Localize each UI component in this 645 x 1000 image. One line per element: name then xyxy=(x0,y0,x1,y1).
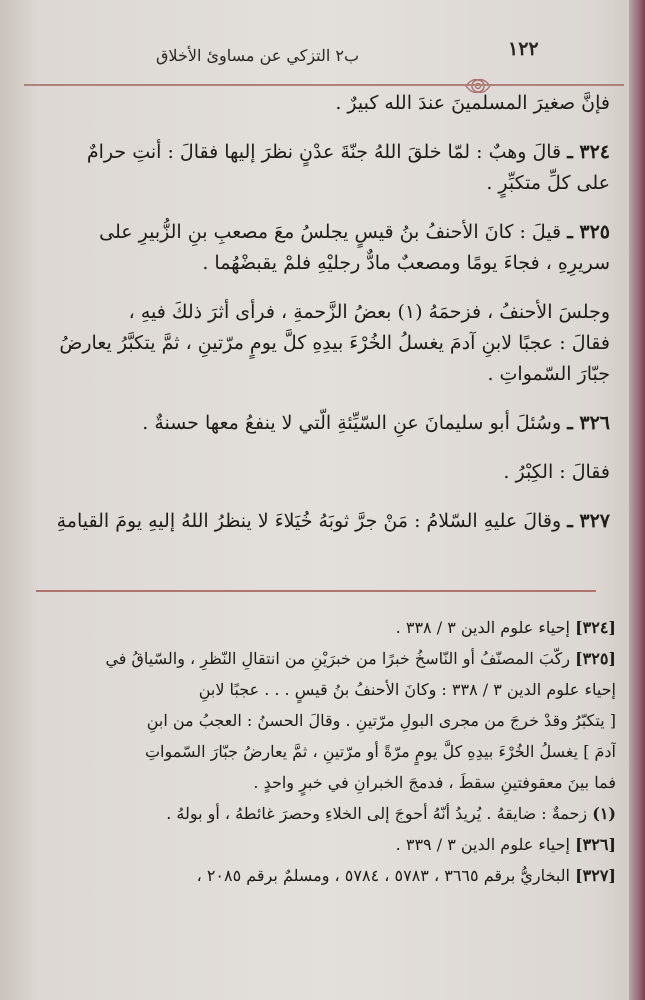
footnote-line: [ يتكبّرُ وقدْ خرجَ من مجرى البولِ مرّتينِ . وقالَ الحسنُ : العجبُ من ابنِ xyxy=(146,711,616,730)
text-line: على كلِّ متكبِّرٍ . xyxy=(486,172,610,194)
footnotes xyxy=(26,612,616,891)
text-line: فإنَّ صغيرَ المسلمينَ عندَ الله كبيرٌ . xyxy=(335,92,610,114)
text-line: ٣٢٧ ـ وقالَ عليهِ السّلامُ : مَنْ جرَّ ثوبَهُ خُيَلاءَ لا ينظرُ اللهُ إليهِ يومَ القيامةِ xyxy=(56,510,610,532)
footnote-line: [٣٢٦] إحياء علوم الدين ٣ / ٣٣٩ . xyxy=(395,835,616,854)
text-line: سريرِهِ ، فجاءَ يومًا ومصعبٌ مادٌّ رجليْهِ فلمْ يقبضْهُما . xyxy=(202,252,610,274)
footnote-line: [٣٢٤] إحياء علوم الدين ٣ / ٣٣٨ . xyxy=(395,618,616,637)
footnote-line: فما بينَ معقوفتينِ سقطَ ، فدمجَ الخبرانِ في خبرٍ واحدٍ . xyxy=(253,773,616,792)
text-line: ٣٢٦ ـ وسُئلَ أبو سليمانَ عنِ السّيِّئةِ الّتي لا ينفعُ معها حسنةٌ . xyxy=(142,412,610,434)
running-head: ب٢ التزكي عن مساوئ الأخلاق xyxy=(156,46,360,65)
page-number: ١٢٢ xyxy=(508,38,539,60)
text-line: فقالَ : الكِبْرُ . xyxy=(503,461,610,483)
footnote-line: [٣٢٥] ركّبَ المصنّفُ أو النّاسخُ خبرًا من خبرَيْنِ من انتقالِ النّظرِ ، والسّياقُ في xyxy=(105,649,616,668)
footnote-line: [٣٢٧] البخاريُّ برقم ٣٦٦٥ ، ٥٧٨٣ ، ٥٧٨٤ ، ومسلمٌ برقم ٢٠٨٥ ، xyxy=(196,866,616,885)
footnote-line: آدمَ ] يغسلُ الخُرْءَ بيدِهِ كلَّ يومٍ مرّةً أو مرّتينِ ، ثمَّ يعارضُ جبّارَ السّمواتِ xyxy=(144,742,616,761)
text-line: فقالَ : عجبًا لابنِ آدمَ يغسلُ الخُرْءَ بيدِهِ كلَّ يومٍ مرّتينِ ، ثمَّ يتكبَّرُ يعارضُ xyxy=(59,332,610,354)
footnote-line: (١) زحمةٌ : ضايقهُ . يُريدُ أنّهُ أحوجَ إلى الخلاءِ وحصرَ غائطهُ ، أو بولهُ . xyxy=(166,804,616,823)
footnote-divider xyxy=(36,590,596,592)
main-text xyxy=(30,88,610,537)
page-header xyxy=(0,32,625,82)
text-line: جبّارَ السّمواتِ . xyxy=(487,363,610,385)
text-line: ٣٢٥ ـ قيلَ : كانَ الأحنفُ بنُ قيسٍ يجلسُ معَ مصعبِ بنِ الزُّبيرِ على xyxy=(99,221,610,243)
book-spine xyxy=(629,0,645,1000)
text-line: ٣٢٤ ـ قالَ وهبٌ : لمّا خلقَ اللهُ جنّةَ عدْنٍ نظرَ إليها فقالَ : أنتِ حرامٌ xyxy=(86,141,610,163)
text-line: وجلسَ الأحنفُ ، فزحمَهُ (١) بعضُ الزَّحمةِ ، فرأى أثرَ ذلكَ فيهِ ، xyxy=(128,301,610,323)
footnote-line: إحياء علوم الدين ٣ / ٣٣٨ : وكانَ الأحنفُ بنُ قيسٍ . . . عجبًا لابنِ xyxy=(198,680,616,699)
header-rule xyxy=(24,84,624,86)
